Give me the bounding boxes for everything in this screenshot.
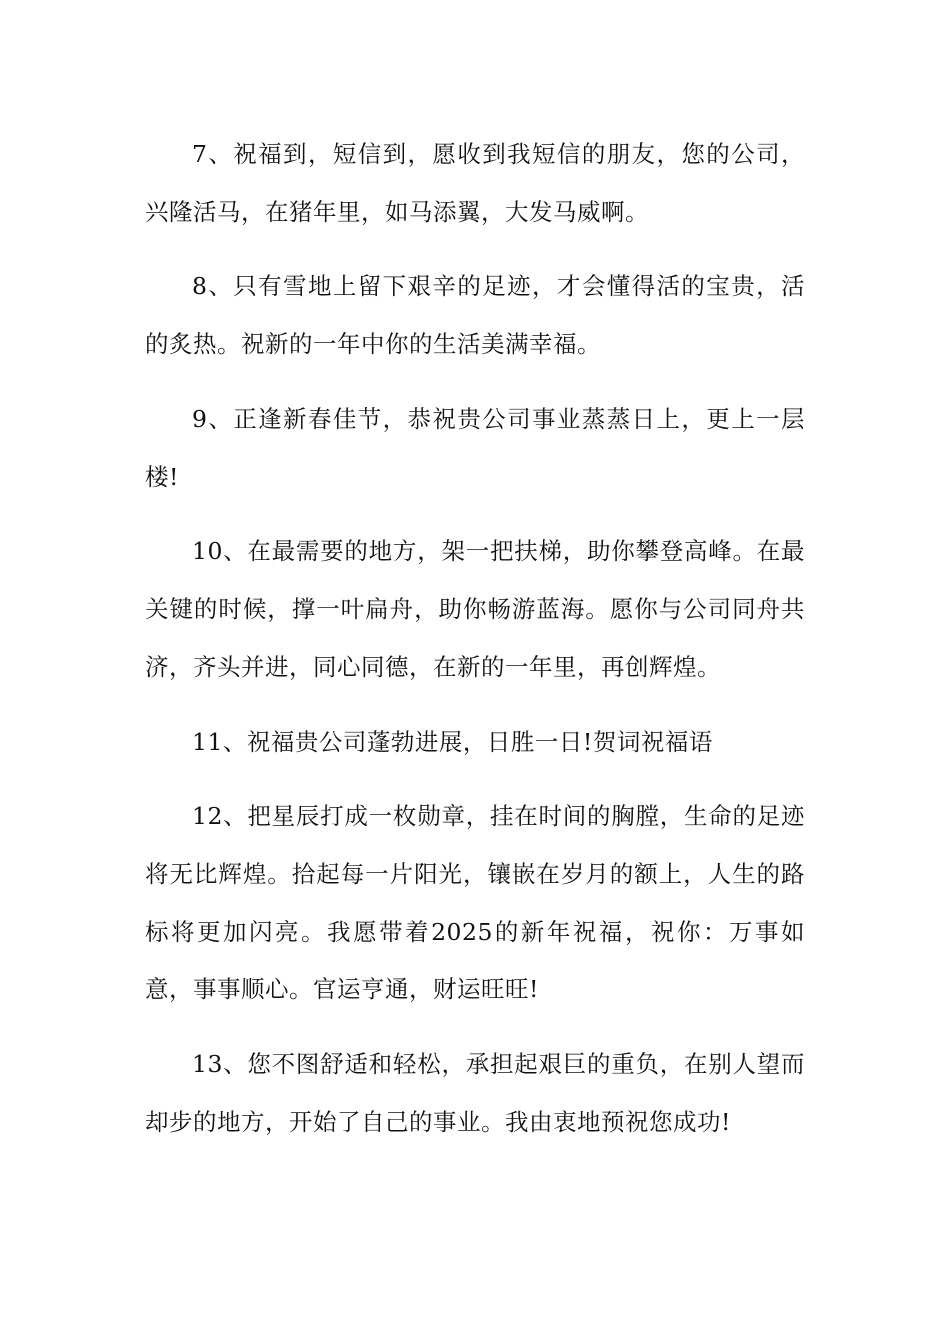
paragraph-7: 7、祝福到，短信到，愿收到我短信的朋友，您的公司，兴隆活马，在猪年里，如马添翼，大发马威啊。 (145, 140, 805, 226)
paragraph-8: 8、只有雪地上留下艰辛的足迹，才会懂得活的宝贵，活的炙热。祝新的一年中你的生活美满幸福。 (145, 272, 805, 359)
paragraph-9: 9、正逢新春佳节，恭祝贵公司事业蒸蒸日上，更上一层楼! (145, 404, 805, 491)
paragraph-10: 10、在最需要的地方，架一把扶梯，助你攀登高峰。在最关键的时候，撑一叶扁舟，助你畅游蓝海。愿你与公司同舟共济，齐头并进，同心同德，在新的一年里，再创辉煌。 (145, 537, 805, 681)
paragraph-12: 12、把星辰打成一枚勋章，挂在时间的胸膛，生命的足迹将无比辉煌。拾起每一片阳光，镶嵌在岁月的额上，人生的路标将更加闪亮。我愿带着2025的新年祝福，祝你：万事如意，事事顺心。官运亨通，财运旺旺! (145, 802, 805, 1004)
paragraph-11: 11、祝福贵公司蓬勃进展，日胜一日!贺词祝福语 (192, 727, 713, 756)
document-body (145, 126, 805, 1169)
paragraph-13: 13、您不图舒适和轻松，承担起艰巨的重负，在别人望而却步的地方，开始了自己的事业。我由衷地预祝您成功! (145, 1050, 805, 1136)
